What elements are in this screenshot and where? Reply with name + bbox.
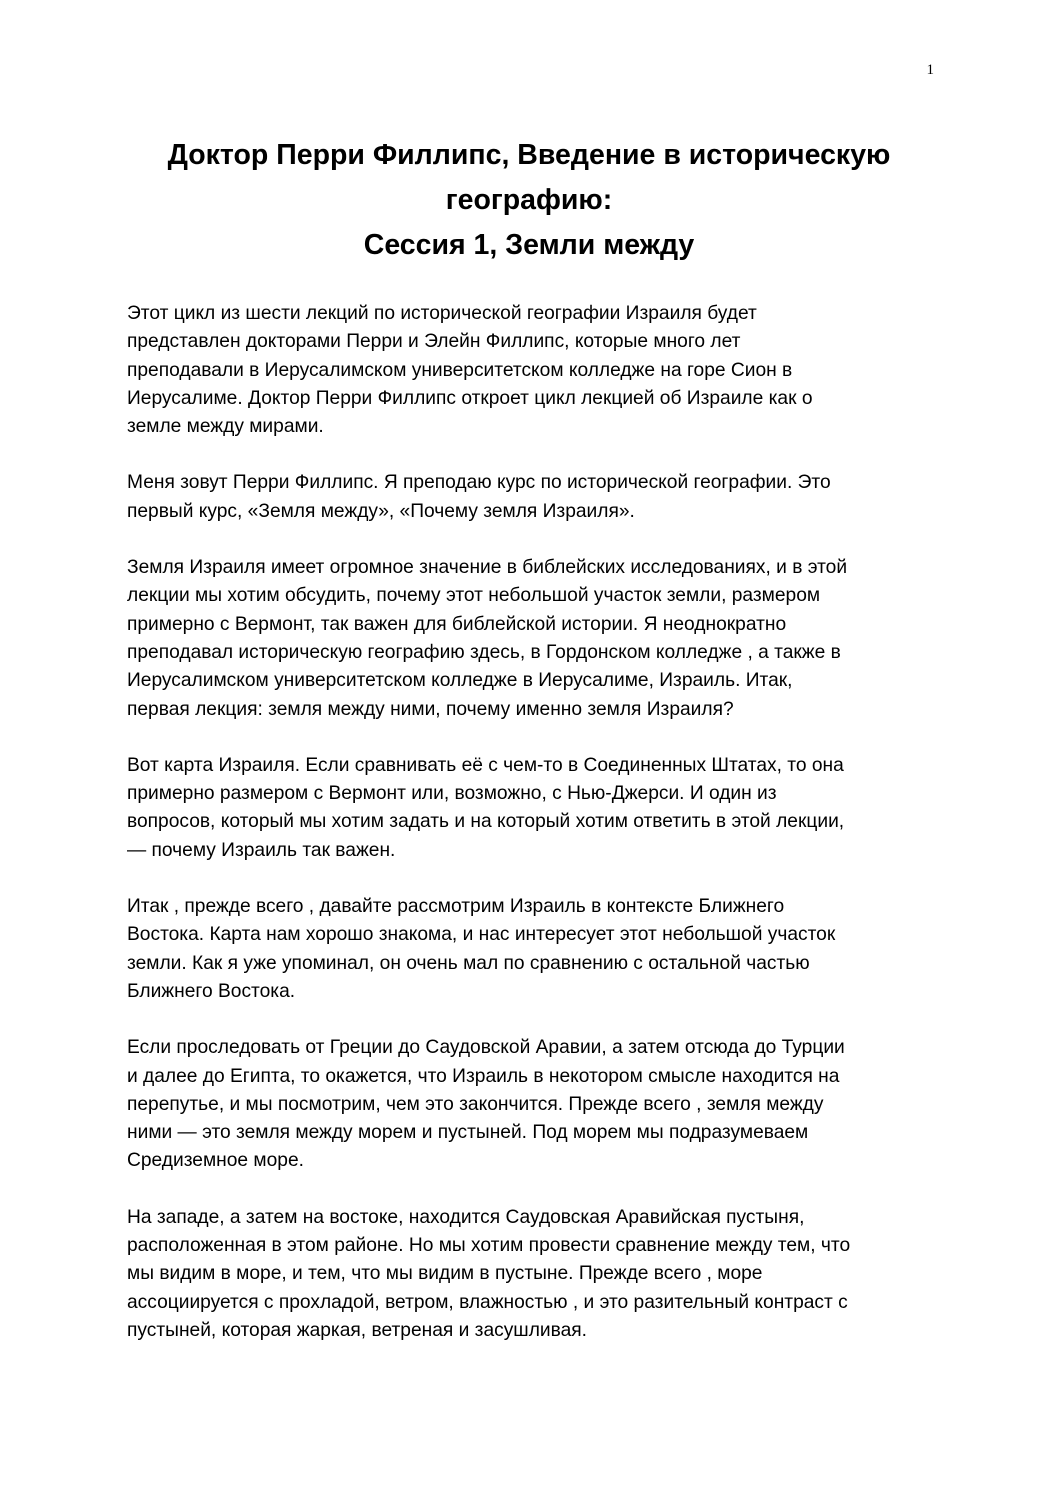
paragraph-line: первый курс, «Земля между», «Почему земля Израиля». [127,500,635,522]
paragraph [127,554,937,724]
paragraph-line: Иерусалимском университетском колледже в Иерусалиме, Израиль. Итак, [127,670,793,692]
paragraph-line: ними — это земля между морем и пустыней. Под морем мы подразумеваем [127,1122,809,1144]
paragraph [127,1034,937,1175]
paragraph-line: Этот цикл из шести лекций по исторической географии Израиля будет [127,303,757,324]
title-line: Доктор Перри Филлипс, Введение в историческую [167,139,891,171]
title-line: географию: [445,184,613,216]
paragraph-line: преподавали в Иерусалимском университетском колледже на горе Сион в [127,359,793,381]
paragraph [127,1204,937,1345]
paragraph-line: земле между мирами. [127,416,324,438]
paragraph-line: — почему Израиль так важен. [127,839,396,861]
paragraph-line: Вот карта Израиля. Если сравнивать её с чем-то в Соединенных Штатах, то она [127,754,844,776]
paragraph [127,752,937,865]
paragraph-line: Иерусалиме. Доктор Перри Филлипс откроет цикл лекцией об Израиле как о [127,387,813,409]
paragraph-line: примерно размером с Вермонт или, возможно, с Нью-Джерси. И один из [127,783,777,805]
paragraph [127,300,937,441]
paragraph-line: ассоциируется с прохладой, ветром, влажностью , и это разительный контраст с [127,1291,848,1313]
paragraph-line: Если проследовать от Греции до Саудовской Аравии, а затем отсюда до Турции [127,1037,845,1059]
paragraph-line: Итак , прежде всего , давайте рассмотрим Израиль в контексте Ближнего [127,896,785,918]
paragraph-line: Средиземное море. [127,1150,304,1172]
paragraph-line: Востока. Карта нам хорошо знакома, и нас интересует этот небольшой участок [127,924,836,946]
paragraph-line: Меня зовут Перри Филлипс. Я преподаю курс по исторической географии. Это [127,472,831,494]
paragraph [127,893,937,1006]
paragraph-line: первая лекция: земля между ними, почему именно земля Израиля? [127,698,734,720]
paragraph [127,469,937,526]
paragraph-line: представлен докторами Перри и Элейн Филлипс, которые много лет [127,331,741,353]
paragraph-line: преподавал историческую географию здесь, в Гордонском колледже , а также в [127,641,841,663]
paragraph-line: лекции мы хотим обсудить, почему этот небольшой участок земли, размером [127,585,821,607]
paragraph-line: мы видим в море, и тем, что мы видим в пустыне. Прежде всего , море [127,1263,763,1285]
paragraph-line: На западе, а затем на востоке, находится Саудовская Аравийская пустыня, [127,1206,805,1228]
paragraph-line: пустыней, которая жаркая, ветреная и засушливая. [127,1319,587,1341]
document-title [100,133,958,268]
paragraph-line: расположенная в этом районе. Но мы хотим провести сравнение между тем, что [127,1235,851,1257]
paragraph-line: перепутье, и мы посмотрим, чем это закончится. Прежде всего , земля между [127,1093,824,1115]
paragraph-line: Ближнего Востока. [127,980,296,1002]
title-line: Сессия 1, Земли между [363,229,695,261]
paragraph-line: примерно с Вермонт, так важен для библейской истории. Я неоднократно [127,613,787,635]
page-number: 1 [926,62,934,78]
paragraph-line: и далее до Египта, то окажется, что Израиль в некотором смысле находится на [127,1065,840,1087]
paragraph-line: вопросов, который мы хотим задать и на который хотим ответить в этой лекции, [127,811,845,833]
paragraph-line: земли. Как я уже упоминал, он очень мал по сравнению с остальной частью [127,952,810,974]
document-body [127,300,937,1373]
paragraph-line: Земля Израиля имеет огромное значение в библейских исследованиях, и в этой [127,557,848,579]
